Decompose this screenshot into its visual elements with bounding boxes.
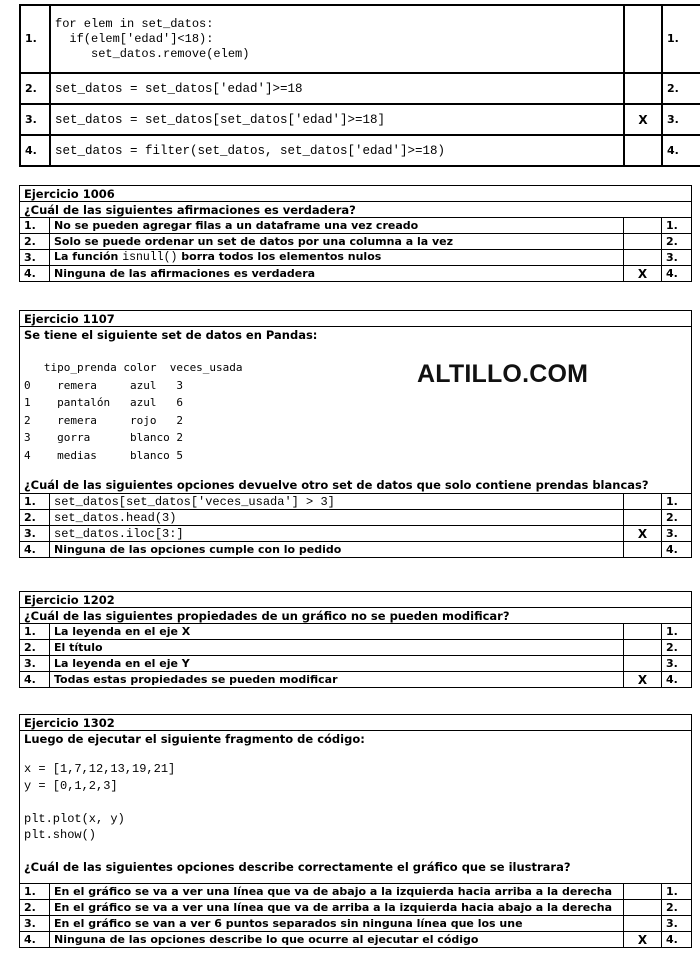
option-text: La leyenda en el eje X xyxy=(50,624,624,640)
answer-mark: X xyxy=(624,526,662,542)
option-row xyxy=(20,266,692,282)
answer-mark xyxy=(624,900,662,916)
answer-mark: X xyxy=(624,266,662,282)
option-row xyxy=(20,250,692,266)
exercise-1202-table xyxy=(19,591,692,688)
option-row xyxy=(20,916,692,932)
option-number: 1. xyxy=(20,624,50,640)
answer-number: 2. xyxy=(662,73,700,104)
answer-number: 1. xyxy=(662,494,692,510)
exercise-title: Ejercicio 1107 xyxy=(20,311,692,327)
answer-mark xyxy=(624,218,662,234)
option-code: set_datos.head(3) xyxy=(50,510,624,526)
option-text: Solo se puede ordenar un set de datos por una columna a la vez xyxy=(50,234,624,250)
option-number: 2. xyxy=(20,900,50,916)
option-text: La leyenda en el eje Y xyxy=(50,656,624,672)
option-text-pre: La función xyxy=(54,250,123,263)
exercise-1006-table xyxy=(19,185,692,282)
answer-mark xyxy=(624,250,662,266)
option-row xyxy=(20,640,692,656)
option-number: 4. xyxy=(20,542,50,558)
option-row xyxy=(20,900,692,916)
answer-mark xyxy=(624,234,662,250)
option-code: set_datos = filter(set_datos, set_datos['edad']>=18) xyxy=(50,135,624,166)
exercise-intro: Se tiene el siguiente set de datos en Pandas: xyxy=(24,328,318,342)
answer-mark: X xyxy=(624,104,662,135)
answer-number: 1. xyxy=(662,5,700,73)
option-row xyxy=(20,526,692,542)
option-number: 1. xyxy=(20,884,50,900)
option-number: 4. xyxy=(20,672,50,688)
option-row xyxy=(20,884,692,900)
option-row xyxy=(20,73,700,104)
option-number: 1. xyxy=(20,218,50,234)
option-number: 3. xyxy=(20,526,50,542)
answer-number: 1. xyxy=(662,884,692,900)
option-text: Ninguna de las opciones describe lo que ocurre al ejecutar el código xyxy=(50,932,624,948)
answer-mark xyxy=(624,640,662,656)
inline-code: isnull() xyxy=(122,251,178,264)
option-number: 4. xyxy=(20,266,50,282)
answer-number: 4. xyxy=(662,135,700,166)
exercise-question: ¿Cuál de las siguientes afirmaciones es verdadera? xyxy=(20,202,692,218)
answer-number: 3. xyxy=(662,104,700,135)
answer-number: 2. xyxy=(662,510,692,526)
code-snippet: x = [1,7,12,13,19,21] y = [0,1,2,3] plt.plot(x, y) plt.show() xyxy=(24,762,176,842)
option-code: set_datos = set_datos[set_datos['edad']>=18] xyxy=(50,104,624,135)
answer-mark xyxy=(624,916,662,932)
answer-mark xyxy=(624,73,662,104)
answer-mark xyxy=(624,656,662,672)
option-row xyxy=(20,672,692,688)
exercise-body xyxy=(20,731,692,884)
exercise-1107-table xyxy=(19,310,692,558)
option-code: set_datos = set_datos['edad']>=18 xyxy=(50,73,624,104)
answer-mark xyxy=(624,510,662,526)
option-number: 4. xyxy=(20,932,50,948)
answer-number: 1. xyxy=(662,624,692,640)
answer-mark: X xyxy=(624,932,662,948)
option-text: Ninguna de las opciones cumple con lo pedido xyxy=(50,542,624,558)
option-text: En el gráfico se va a ver una línea que va de abajo a la izquierda hacia arriba a la derecha xyxy=(50,884,624,900)
option-row xyxy=(20,234,692,250)
option-number: 3. xyxy=(20,104,50,135)
answer-mark xyxy=(624,542,662,558)
exercise-title: Ejercicio 1006 xyxy=(20,186,692,202)
option-text xyxy=(50,250,624,266)
option-row xyxy=(20,624,692,640)
answer-number: 4. xyxy=(662,932,692,948)
option-number: 3. xyxy=(20,656,50,672)
option-text: Ninguna de las afirmaciones es verdadera xyxy=(50,266,624,282)
exercise-body xyxy=(20,327,692,494)
option-number: 2. xyxy=(20,640,50,656)
option-row xyxy=(20,494,692,510)
option-row xyxy=(20,135,700,166)
option-row xyxy=(20,104,700,135)
answer-number: 4. xyxy=(662,672,692,688)
answer-number: 2. xyxy=(662,640,692,656)
answer-number: 4. xyxy=(662,266,692,282)
exercise-question: ¿Cuál de las siguientes opciones devuelve otro set de datos que solo contiene prendas blancas? xyxy=(24,478,649,492)
exercise-title: Ejercicio 1202 xyxy=(20,592,692,608)
answer-mark xyxy=(624,624,662,640)
option-row xyxy=(20,5,700,73)
answer-number: 1. xyxy=(662,218,692,234)
exercise-title: Ejercicio 1302 xyxy=(20,715,692,731)
option-text: Todas estas propiedades se pueden modificar xyxy=(50,672,624,688)
option-row xyxy=(20,542,692,558)
answer-number: 3. xyxy=(662,250,692,266)
option-row xyxy=(20,218,692,234)
option-code: set_datos[set_datos['veces_usada'] > 3] xyxy=(50,494,624,510)
answer-number: 3. xyxy=(662,656,692,672)
exercise-question: ¿Cuál de las siguientes propiedades de un gráfico no se pueden modificar? xyxy=(20,608,692,624)
option-text: En el gráfico se va a ver una línea que va de arriba a la izquierda hacia abajo a la derecha xyxy=(50,900,624,916)
option-number: 2. xyxy=(20,73,50,104)
option-row xyxy=(20,932,692,948)
option-number: 3. xyxy=(20,916,50,932)
answer-number: 4. xyxy=(662,542,692,558)
exercise-1302-table xyxy=(19,714,692,948)
option-number: 2. xyxy=(20,234,50,250)
answer-number: 3. xyxy=(662,916,692,932)
option-row xyxy=(20,510,692,526)
option-text: No se pueden agregar filas a un dataframe una vez creado xyxy=(50,218,624,234)
code-snippet: for elem in set_datos: if(elem['edad']<18): set_datos.remove(elem) xyxy=(55,16,250,61)
answer-mark xyxy=(624,5,662,73)
answer-mark xyxy=(624,884,662,900)
exercise-continuation-table xyxy=(19,4,700,167)
answer-number: 2. xyxy=(662,234,692,250)
answer-number: 3. xyxy=(662,526,692,542)
option-text-post: borra todos los elementos nulos xyxy=(177,250,382,263)
option-code: set_datos.iloc[3:] xyxy=(50,526,624,542)
answer-number: 2. xyxy=(662,900,692,916)
option-text: En el gráfico se van a ver 6 puntos separados sin ninguna línea que los une xyxy=(50,916,624,932)
answer-mark: X xyxy=(624,672,662,688)
exercise-intro: Luego de ejecutar el siguiente fragmento de código: xyxy=(24,732,365,746)
answer-mark xyxy=(624,135,662,166)
watermark-logo: ALTILLO.COM xyxy=(417,360,589,388)
option-number: 2. xyxy=(20,510,50,526)
option-number: 1. xyxy=(20,494,50,510)
answer-mark xyxy=(624,494,662,510)
option-code xyxy=(50,5,624,73)
dataframe-output: tipo_prenda color veces_usada 0 remera azul 3 1 pantalón azul 6 2 remera rojo 2 3 gorra blanco 2 4 medias blanco 5 xyxy=(24,361,243,462)
option-number: 3. xyxy=(20,250,50,266)
option-number: 1. xyxy=(20,5,50,73)
option-row xyxy=(20,656,692,672)
exercise-question: ¿Cuál de las siguientes opciones describe correctamente el gráfico que se ilustrara? xyxy=(24,859,571,874)
option-number: 4. xyxy=(20,135,50,166)
option-text: El título xyxy=(50,640,624,656)
